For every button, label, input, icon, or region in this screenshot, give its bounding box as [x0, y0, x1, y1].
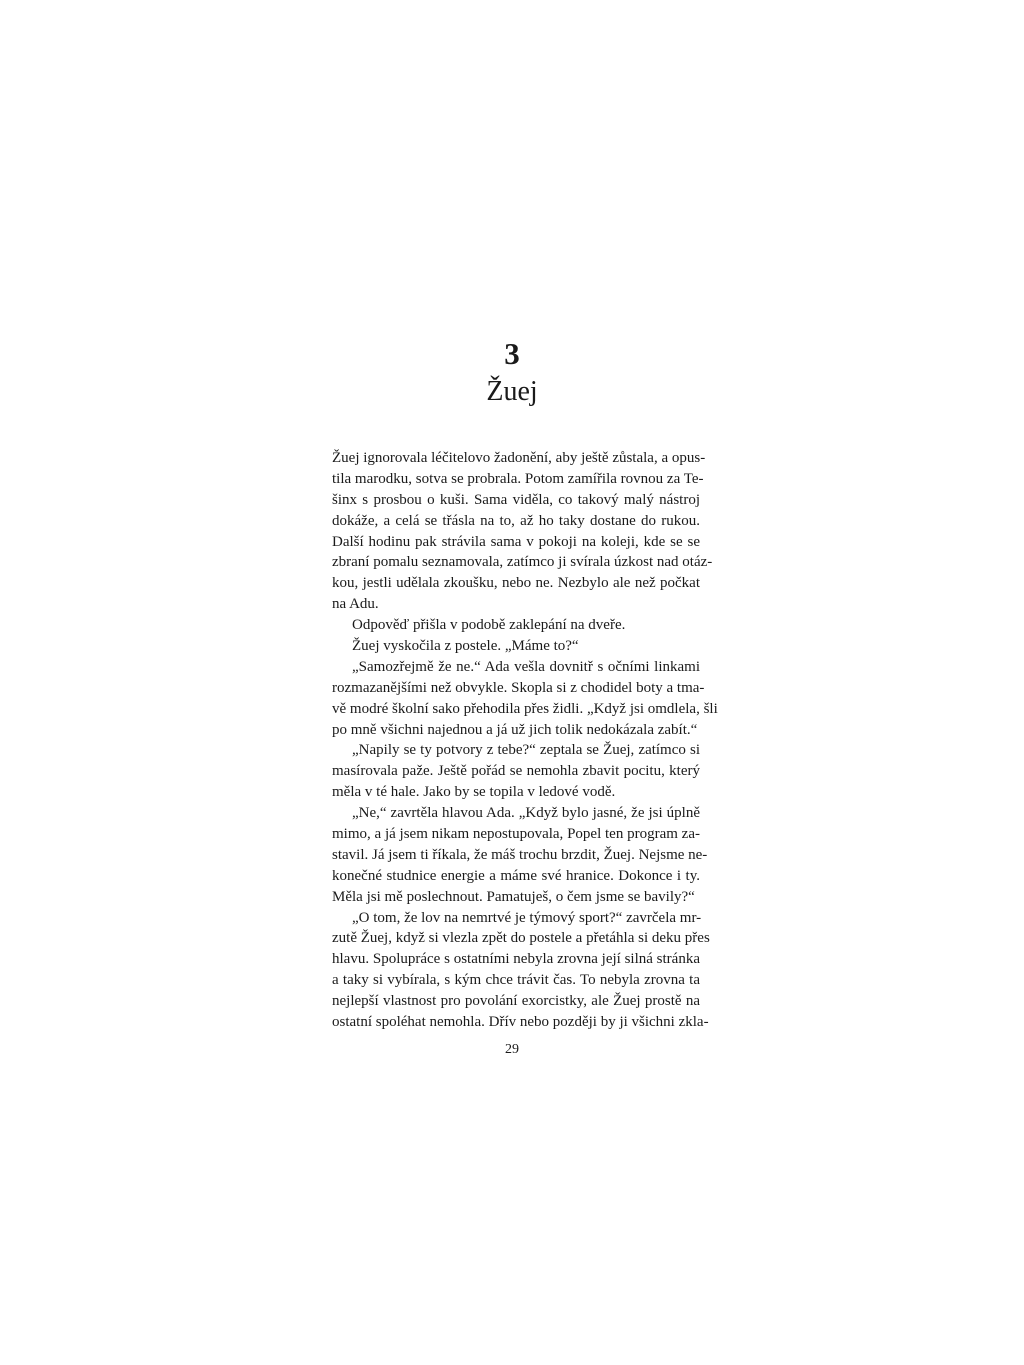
text-line: „Napily se ty potvory z tebe?“ zeptala se Žuej, zatímco si	[352, 742, 700, 759]
text-line: zutě Žuej, když si vlezla zpět do postele a přetáhla si deku přes	[332, 930, 710, 947]
text-line: Měla jsi mě poslechnout. Pamatuješ, o čem jsme se bavily?“	[332, 888, 695, 905]
text-line: po mně všichni najednou a já už jich tolik nedokázala zabít.“	[332, 721, 698, 738]
text-line: šinx s prosbou o kuši. Sama viděla, co takový malý nástroj	[332, 491, 700, 508]
text-line: Žuej ignorovala léčitelovo žadonění, aby ještě zůstala, a opus-	[332, 450, 706, 466]
text-line: dokáže, a celá se třásla na to, až ho taky dostane do rukou.	[332, 512, 700, 529]
text-line: měla v té hale. Jako by se topila v ledové vodě.	[332, 784, 616, 801]
text-line: „Samozřejmě že ne.“ Ada vešla dovnitř s očními linkami	[352, 658, 700, 675]
text-line: zbraní pomalu seznamovala, zatímco ji svírala úzkost nad otáz-	[332, 554, 713, 571]
text-line: „Ne,“ zavrtěla hlavou Ada. „Když bylo jasné, že jsi úplně	[352, 805, 700, 822]
text-line: nejlepší vlastnost pro povolání exorcistky, ale Žuej prostě na	[332, 993, 700, 1010]
text-line: vě modré školní sako přehodila přes židli. „Když jsi omdlela, šli	[332, 700, 718, 717]
text-line: kou, jestli udělala zkoušku, nebo ne. Nezbylo ale než počkat	[332, 575, 700, 592]
text-line: Odpověď přišla v podobě zaklepání na dveře.	[352, 617, 626, 634]
text-line: hlavu. Spolupráce s ostatními nebyla zrovna její silná stránka	[332, 951, 700, 968]
text-line: konečné studnice energie a máme své hranice. Dokonce i ty.	[332, 867, 700, 884]
text-line: Žuej vyskočila z postele. „Máme to?“	[352, 638, 579, 655]
text-line: stavil. Já jsem ti říkala, že máš trochu brzdit, Žuej. Nejsme ne-	[332, 846, 708, 863]
text-line: a taky si vybírala, s kým chce trávit čas. To nebyla zrovna ta	[332, 972, 700, 989]
text-line: mimo, a já jsem nikam nepostupovala, Popel ten program za-	[332, 826, 700, 843]
text-line: „O tom, že lov na nemrtvé je týmový sport?“ zavrčela mr-	[352, 909, 702, 926]
text-line: rozmazanějšími než obvykle. Skopla si z chodidel boty a tma-	[332, 679, 705, 696]
text-line: masírovala paže. Ještě pořád se nemohla zbavit pocitu, který	[332, 763, 700, 780]
chapter-title: Žuej	[486, 376, 538, 407]
body-text	[332, 448, 718, 1033]
chapter-number: 3	[504, 336, 520, 371]
text-line: ostatní spoléhat nemohla. Dřív nebo později by ji všichni zkla-	[332, 1014, 709, 1031]
text-line: Další hodinu pak strávila sama v pokoji na koleji, kde se se	[332, 533, 700, 550]
text-line: tila marodku, sotva se probrala. Potom zamířila rovnou za Te-	[332, 470, 704, 487]
page-number: 29	[505, 1042, 519, 1057]
text-line: na Adu.	[332, 596, 379, 613]
